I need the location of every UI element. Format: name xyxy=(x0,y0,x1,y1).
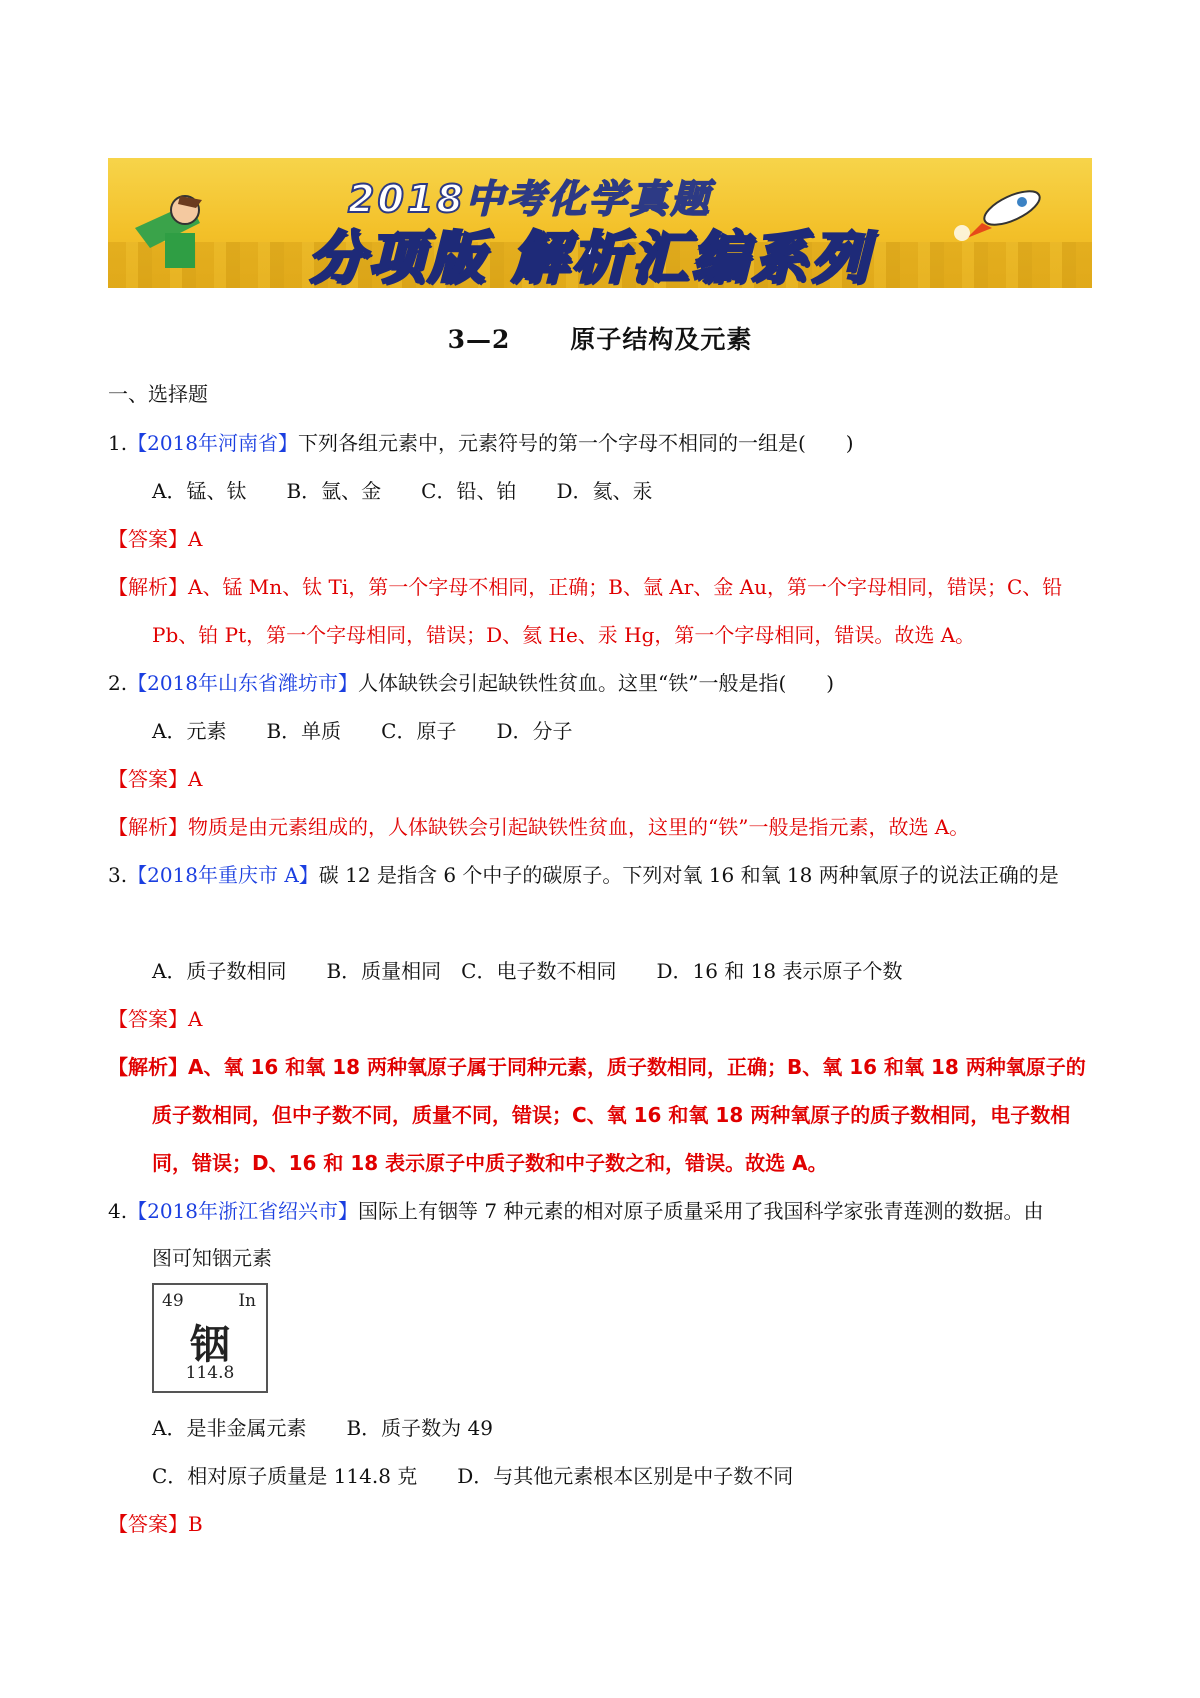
question-stem: 碳 12 是指含 6 个中子的碳原子。下列对氧 16 和氧 18 两种氧原子的说法正确的是 xyxy=(318,863,1059,887)
banner-title-line1: 2018中考化学真题 xyxy=(348,177,712,221)
analysis-text: Pb、铂 Pt，第一个字母相同，错误；D、氦 He、汞 Hg，第一个字母相同，错误。故选 A。 xyxy=(152,623,976,647)
question-source: 【2018年山东省潍坊市】 xyxy=(127,671,358,695)
question-3 xyxy=(108,860,1059,890)
answer-value: A xyxy=(188,1007,203,1031)
answer-label: 【答案】 xyxy=(108,527,188,551)
rocket-icon xyxy=(942,178,1062,248)
answer-label: 【答案】 xyxy=(108,1007,188,1031)
question-options: C．相对原子质量是 114.8 克 D．与其他元素根本区别是中子数不同 xyxy=(152,1464,794,1488)
atomic-number: 49 xyxy=(162,1291,184,1311)
atomic-mass: 114.8 xyxy=(185,1363,235,1383)
question-options: A．是非金属元素 B．质子数为 49 xyxy=(152,1416,493,1440)
answer-line xyxy=(108,1509,203,1539)
answer-value: B xyxy=(188,1512,203,1536)
answer-label: 【答案】 xyxy=(108,767,188,791)
title-text: 原子结构及元素 xyxy=(570,325,753,354)
question-4 xyxy=(108,1196,1043,1226)
analysis-label: 【解析】 xyxy=(108,575,188,599)
banner-title-line2: 分项版 解析汇编系列 xyxy=(308,226,872,288)
question-number: 3. xyxy=(108,863,128,887)
answer-value: A xyxy=(188,767,203,791)
analysis-label: 【解析】 xyxy=(108,1055,188,1079)
cartoon-figure-icon xyxy=(130,188,220,278)
answer-line xyxy=(108,524,202,554)
header-banner xyxy=(108,158,1092,288)
analysis-text: 质子数相同，但中子数不同，质量不同，错误；C、氧 16 和氧 18 两种氧原子的质子数相同，电子数相 xyxy=(152,1103,1071,1127)
question-2 xyxy=(108,668,834,698)
question-1 xyxy=(108,428,854,458)
answer-value: A xyxy=(188,527,203,551)
question-stem: 下列各组元素中，元素符号的第一个字母不相同的一组是( ) xyxy=(298,431,854,455)
question-number: 1. xyxy=(108,431,128,455)
title-number: 3—2 xyxy=(447,325,511,354)
analysis-text: A、氧 16 和氧 18 两种氧原子属于同种元素，质子数相同，正确；B、氧 16 和氧 18 两种氧原子的 xyxy=(188,1055,1086,1079)
element-name: 铟 xyxy=(190,1322,230,1368)
question-source: 【2018年重庆市 A】 xyxy=(127,863,319,887)
analysis-line xyxy=(108,572,1062,602)
question-number: 4. xyxy=(108,1199,128,1223)
answer-label: 【答案】 xyxy=(108,1512,188,1536)
analysis-line xyxy=(108,1052,1086,1082)
analysis-label: 【解析】 xyxy=(108,815,188,839)
element-symbol: In xyxy=(238,1291,256,1311)
analysis-line xyxy=(108,812,969,842)
section-heading: 一、选择题 xyxy=(108,382,208,406)
question-stem: 国际上有铟等 7 种元素的相对原子质量采用了我国科学家张青莲测的数据。由 xyxy=(358,1199,1044,1223)
question-source: 【2018年河南省】 xyxy=(127,431,298,455)
answer-line xyxy=(108,764,202,794)
question-options: A．质子数相同 B．质量相同 C．电子数不相同 D．16 和 18 表示原子个数 xyxy=(152,959,903,983)
question-options: A．元素 B．单质 C．原子 D．分子 xyxy=(152,719,573,743)
page-title xyxy=(0,320,1200,356)
question-source: 【2018年浙江省绍兴市】 xyxy=(127,1199,358,1223)
question-stem-continued: 图可知铟元素 xyxy=(152,1246,272,1270)
question-number: 2. xyxy=(108,671,128,695)
question-options: A．锰、钛 B．氩、金 C．铅、铂 D．氦、汞 xyxy=(152,479,653,503)
analysis-text: 同，错误；D、16 和 18 表示原子中质子数和中子数之和，错误。故选 A。 xyxy=(152,1151,828,1175)
answer-line xyxy=(108,1004,202,1034)
analysis-text: A、锰 Mn、钛 Ti，第一个字母不相同，正确；B、氩 Ar、金 Au，第一个字母相同，错误；C、铅 xyxy=(188,575,1063,599)
periodic-table-cell xyxy=(152,1283,268,1393)
analysis-text: 物质是由元素组成的，人体缺铁会引起缺铁性贫血，这里的“铁”一般是指元素，故选 A。 xyxy=(188,815,970,839)
question-stem: 人体缺铁会引起缺铁性贫血。这里“铁”一般是指( ) xyxy=(358,671,835,695)
